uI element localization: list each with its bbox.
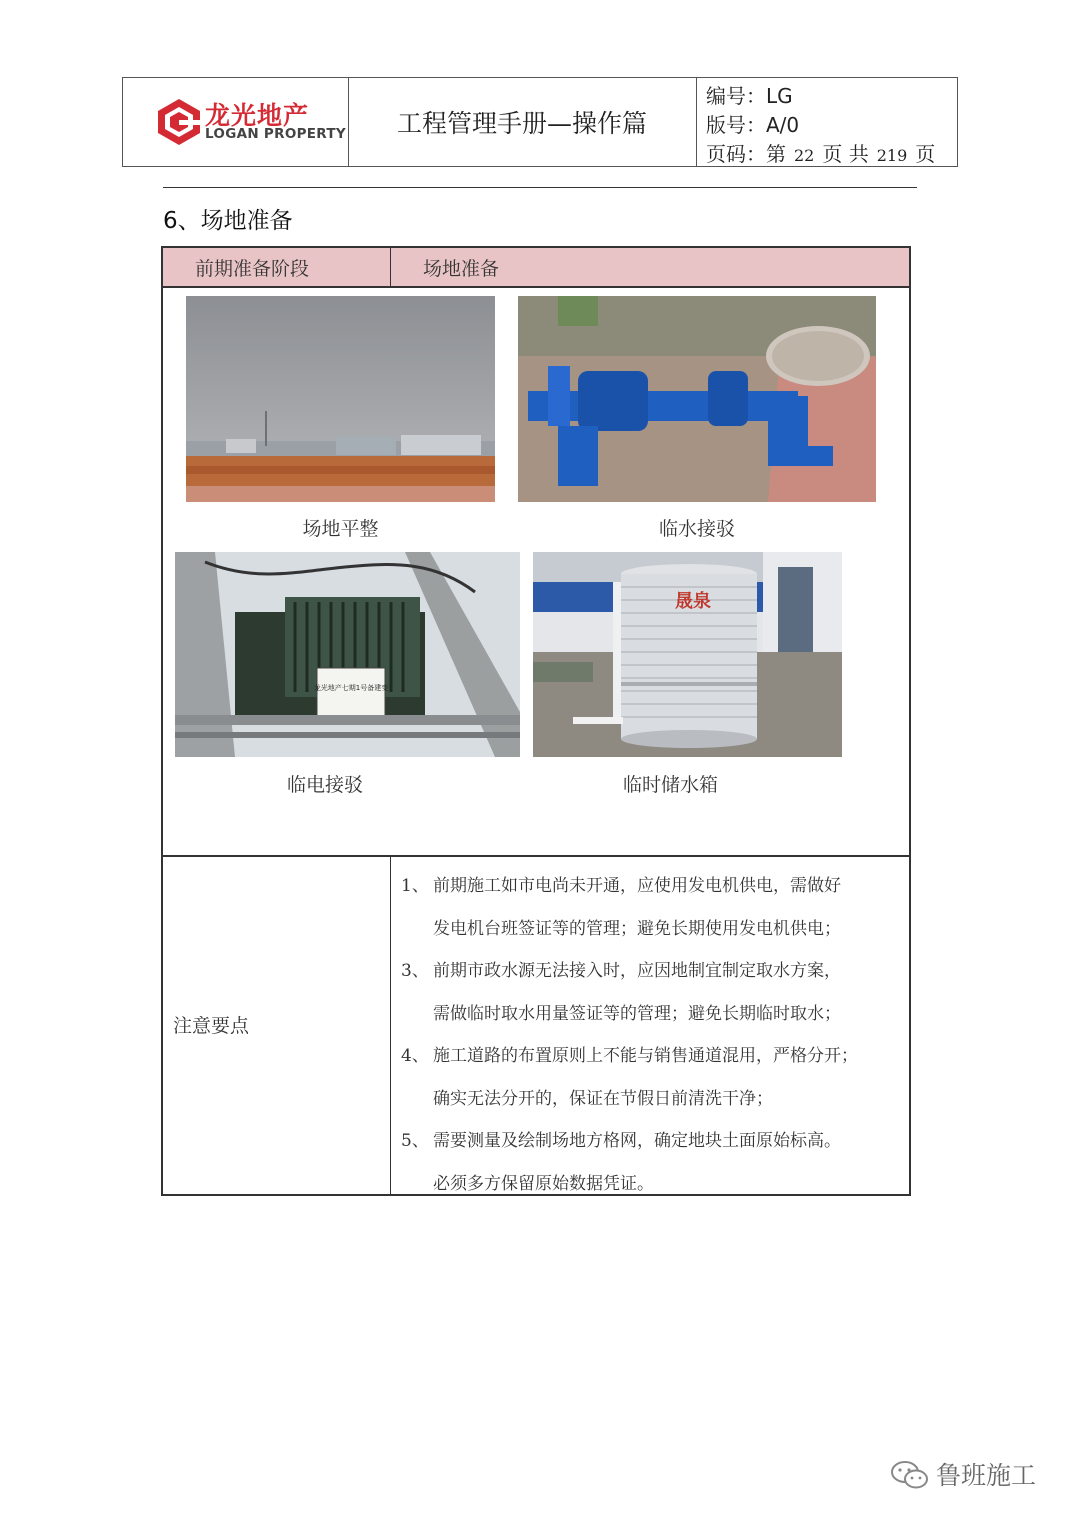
note-item: 4、 施工道路的布置原则上不能与销售通道混用，严格分开； 确实无法分开的，保证在节假日前清洗干净； (401, 1035, 909, 1120)
photo-caption-3: 临电接驳 (286, 774, 363, 796)
photo-row (163, 286, 909, 857)
watermark-text: 鲁班施工 (936, 1461, 1037, 1490)
notes-row (163, 855, 909, 1194)
note-index: 3、 (401, 961, 429, 981)
page-number: 页码：第 22 页 共 219 页 (706, 142, 936, 166)
photo-caption-1: 场地平整 (302, 518, 379, 540)
note-index: 4、 (401, 1046, 429, 1066)
note-index: 1、 (401, 876, 429, 896)
notes-label: 注意要点 (163, 855, 391, 1194)
tank-label-text: 晟泉 (675, 591, 711, 612)
notes-list (391, 855, 909, 1194)
transformer-sign-text: 龙光地产七期1号备建变 (313, 684, 389, 692)
document-header (122, 77, 958, 167)
section-title: 6、场地准备 (163, 208, 293, 234)
note-item: 3、 前期市政水源无法接入时，应因地制宜制定取水方案， 需做临时取水用量签证等的管理；避免长期临时取水； (401, 950, 909, 1035)
note-item: 5、 需要测量及绘制场地方格网，确定地块土面原始标高。 必须多方保留原始数据凭证。 (401, 1120, 909, 1205)
logo-text-cn: 龙光地产 (205, 101, 310, 130)
photo-caption-4: 临时储水箱 (622, 774, 718, 796)
logo-text-en: LOGAN PROPERTY (205, 126, 346, 142)
land-leveling-photo (186, 296, 495, 502)
manual-title: 工程管理手册—操作篇 (348, 78, 697, 166)
logan-logo-icon (157, 98, 201, 146)
stage-value: 场地准备 (423, 258, 500, 280)
note-item: 1、 前期施工如市电尚未开通，应使用发电机供电，需做好 发电机台班签证等的管理；避免长期使用发电机供电； (401, 865, 909, 950)
stage-label: 前期准备阶段 (163, 248, 391, 286)
photo-caption-2: 临水接驳 (658, 518, 735, 540)
doc-version: 版号：A/0 (706, 113, 800, 137)
water-tank-photo (533, 552, 842, 757)
doc-code: 编号：LG (706, 84, 793, 108)
transformer-photo (175, 552, 520, 757)
wechat-icon (890, 1459, 930, 1491)
current-page: 22 (794, 146, 815, 165)
total-pages: 219 (876, 146, 908, 165)
water-pipe-photo (518, 296, 876, 502)
header-divider (163, 187, 917, 188)
logo-cell (123, 78, 349, 166)
note-index: 5、 (401, 1131, 429, 1151)
preparation-table (161, 246, 911, 1196)
table-header-row (163, 248, 909, 288)
document-meta (696, 78, 957, 170)
